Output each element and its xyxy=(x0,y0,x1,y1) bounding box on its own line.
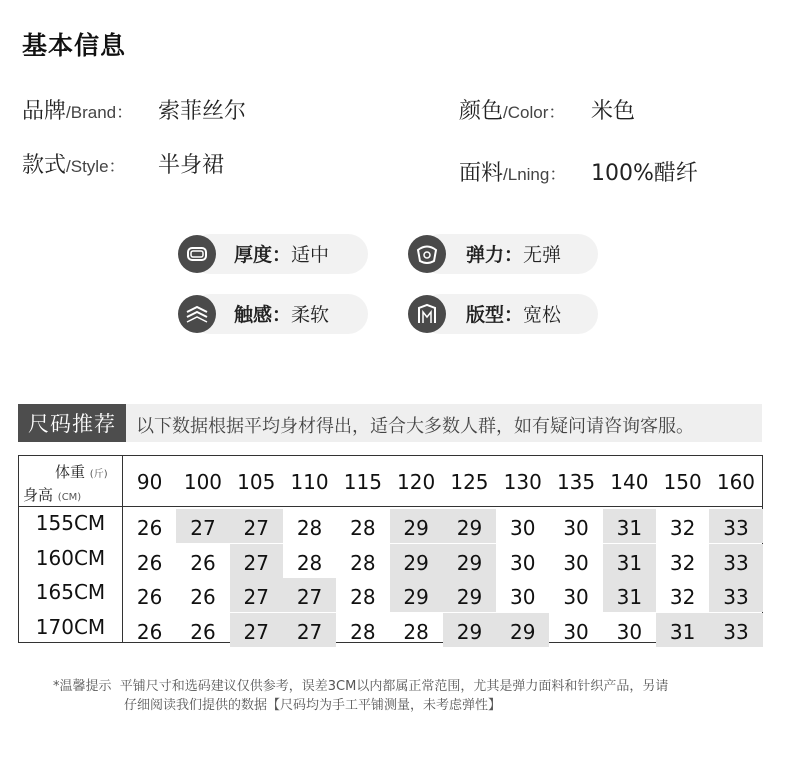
size-cell: 27 xyxy=(283,578,336,612)
size-cell: 27 xyxy=(176,509,229,543)
fabric-row xyxy=(459,156,698,187)
size-cell: 28 xyxy=(403,619,429,644)
weight-column-header: 130 xyxy=(503,470,542,494)
size-cell: 27 xyxy=(230,613,283,647)
touch-icon xyxy=(178,295,216,333)
style-label-en: /Style： xyxy=(66,157,126,176)
brand-value: 索菲丝尔 xyxy=(158,99,247,124)
fit-icon xyxy=(408,295,446,333)
weight-column-header: 105 xyxy=(237,470,276,494)
size-cell: 26 xyxy=(190,550,216,575)
style-value: 半身裙 xyxy=(158,153,225,178)
color-label: 颜色 xyxy=(459,99,504,124)
section-title: 基本信息 xyxy=(22,31,127,60)
thickness-icon xyxy=(178,235,216,273)
thickness-value: 适中 xyxy=(291,244,330,266)
size-cell: 27 xyxy=(230,544,283,578)
size-cell: 29 xyxy=(390,578,443,612)
fit-label: 版型： xyxy=(466,304,524,326)
size-cell: 28 xyxy=(350,585,376,609)
size-cell: 30 xyxy=(563,585,589,609)
fabric-label: 面料 xyxy=(459,161,504,186)
size-table xyxy=(18,455,763,643)
height-unit: (CM) xyxy=(57,492,82,503)
weight-column-header: 110 xyxy=(290,470,329,494)
brand-label: 品牌 xyxy=(22,99,67,124)
fabric-value: 100%醋纤 xyxy=(591,161,698,186)
note-prefix: *温馨提示 xyxy=(53,679,112,694)
size-cell: 33 xyxy=(709,509,762,543)
elasticity-icon xyxy=(408,235,446,273)
touch-label: 触感： xyxy=(234,304,292,326)
size-cell: 28 xyxy=(350,550,376,575)
weight-header xyxy=(55,461,108,482)
size-cell: 29 xyxy=(443,544,496,578)
color-label-en: /Color： xyxy=(503,103,566,122)
size-cell: 26 xyxy=(136,619,163,644)
size-cell: 33 xyxy=(709,578,762,612)
weight-column-header: 120 xyxy=(397,470,436,494)
fabric-label-en: /Lning： xyxy=(503,165,567,184)
size-cell: 26 xyxy=(136,550,163,575)
size-cell: 30 xyxy=(563,550,589,575)
weight-column-header: 125 xyxy=(450,470,489,494)
size-cell: 29 xyxy=(390,509,443,543)
style-row xyxy=(22,148,225,179)
size-cell: 28 xyxy=(350,516,376,540)
size-cell: 29 xyxy=(443,613,496,647)
brand-row xyxy=(22,94,247,125)
size-cell: 30 xyxy=(563,619,589,644)
note-line-1 xyxy=(53,677,668,696)
size-cell: 32 xyxy=(669,516,696,540)
weight-column-header: 160 xyxy=(716,470,756,494)
size-cell: 31 xyxy=(656,613,709,647)
weight-column-header: 100 xyxy=(183,470,223,494)
weight-column-header: 150 xyxy=(663,470,702,494)
note-text-1: 平铺尺寸和选码建议仅供参考，误差3CM以内都属正常范围，尤其是弹力面料和针织产品，另请 xyxy=(119,679,669,694)
height-header xyxy=(23,484,81,505)
weight-column-header: 90 xyxy=(136,470,163,494)
table-header-divider xyxy=(19,506,762,507)
size-cell: 31 xyxy=(603,509,656,543)
feature-touch-text xyxy=(234,300,329,327)
weight-column-header: 135 xyxy=(556,470,596,494)
size-cell: 29 xyxy=(443,578,496,612)
size-cell: 33 xyxy=(709,613,762,647)
weight-unit: (斤) xyxy=(89,469,108,480)
size-cell: 30 xyxy=(563,516,589,540)
size-cell: 30 xyxy=(510,516,536,540)
feature-fit-text xyxy=(466,300,561,327)
size-cell: 32 xyxy=(669,585,696,609)
weight-label: 体重 xyxy=(55,463,86,481)
size-cell: 26 xyxy=(190,619,216,644)
style-label: 款式 xyxy=(22,153,67,178)
size-cell: 29 xyxy=(390,544,443,578)
height-row-header: 155CM xyxy=(35,511,106,535)
note-text-2: 仔细阅读我们提供的数据【尺码均为手工平铺测量，未考虑弹性】 xyxy=(124,698,502,713)
height-row-header: 160CM xyxy=(35,545,106,570)
size-cell: 32 xyxy=(669,550,696,575)
size-cell: 28 xyxy=(350,619,376,644)
size-cell: 26 xyxy=(136,516,163,540)
color-value: 米色 xyxy=(591,99,636,124)
fit-value: 宽松 xyxy=(523,304,562,326)
size-cell: 26 xyxy=(190,585,216,609)
height-row-header: 165CM xyxy=(35,580,106,604)
size-cell: 28 xyxy=(296,550,323,575)
size-cell: 31 xyxy=(603,578,656,612)
size-cell: 27 xyxy=(230,578,283,612)
weight-column-header: 140 xyxy=(610,470,649,494)
elasticity-value: 无弹 xyxy=(523,244,562,266)
size-cell: 29 xyxy=(496,613,549,647)
size-cell: 33 xyxy=(709,544,762,578)
touch-value: 柔软 xyxy=(291,304,330,326)
color-row xyxy=(459,94,636,125)
size-cell: 30 xyxy=(616,619,643,644)
size-cell: 27 xyxy=(230,509,283,543)
size-cell: 30 xyxy=(510,550,536,575)
size-cell: 29 xyxy=(443,509,496,543)
size-section-title: 尺码推荐 xyxy=(18,404,126,442)
size-cell: 28 xyxy=(296,516,323,540)
size-section-description: 以下数据根据平均身材得出，适合大多数人群，如有疑问请咨询客服。 xyxy=(136,416,694,437)
size-section-header xyxy=(18,404,762,442)
size-note xyxy=(53,677,668,715)
height-label: 身高 xyxy=(23,486,54,504)
size-cell: 26 xyxy=(136,585,163,609)
weight-column-header: 115 xyxy=(343,470,382,494)
height-row-header: 170CM xyxy=(35,614,106,639)
brand-label-en: /Brand： xyxy=(66,103,134,122)
thickness-label: 厚度： xyxy=(234,244,292,266)
feature-elasticity-text xyxy=(466,240,561,267)
elasticity-label: 弹力： xyxy=(466,244,524,266)
feature-thickness-text xyxy=(234,240,329,267)
size-cell: 30 xyxy=(510,585,536,609)
size-cell: 27 xyxy=(283,613,336,647)
size-cell: 31 xyxy=(603,544,656,578)
